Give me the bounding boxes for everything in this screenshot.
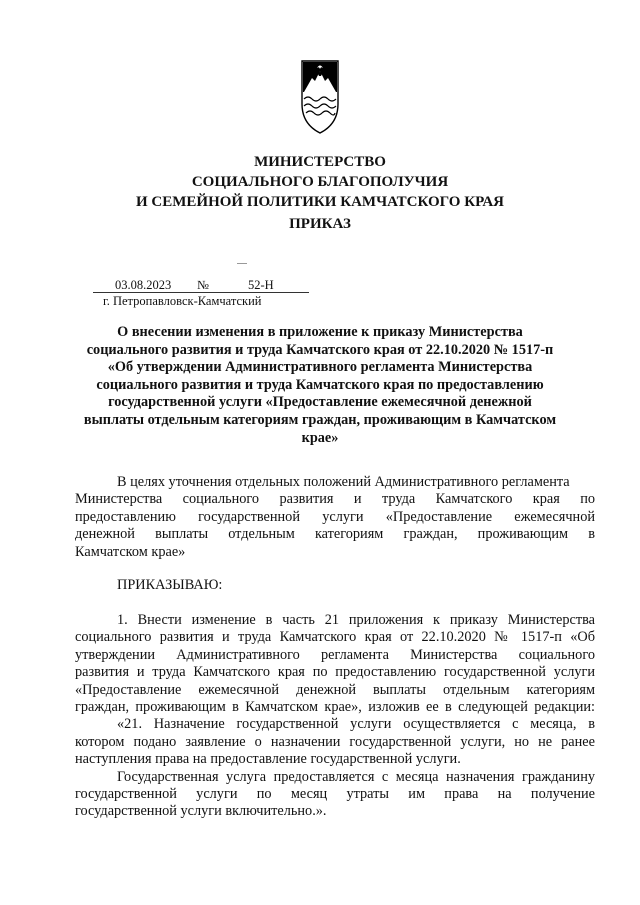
ministry-name — [0, 152, 640, 212]
clause-1 — [75, 612, 595, 821]
clause-line: утверждении Административного регламента Министерства социального — [75, 646, 595, 663]
clause-line: 1. Внести изменение в часть 21 приложения к приказу Министерства — [117, 612, 595, 628]
ministry-line-2: СОЦИАЛЬНОГО БЛАГОПОЛУЧИЯ — [191, 174, 449, 190]
subject-line: «Об утверждении Административного регламента Министерства — [107, 359, 533, 376]
subject-line: социального развития и труда Камчатского края от 22.10.2020 № 1517-п — [86, 341, 554, 358]
clause-line: развития и труда Камчатского края по предоставлению государственной услуги — [75, 664, 595, 681]
preamble-line: В целях уточнения отдельных положений Административного регламента — [117, 474, 570, 490]
subject-line: социального развития и труда Камчатского края по предоставлению — [96, 376, 544, 393]
subject-line: государственной услуги «Предоставление ежемесячной денежной — [108, 394, 532, 411]
subject-line: О внесении изменения в приложение к приказу Министерства — [117, 324, 523, 340]
preamble-line: Министерства социального развития и труда Камчатского края по — [75, 491, 595, 508]
preamble-line: Камчатском крае» — [75, 543, 186, 560]
subject-line: крае» — [301, 429, 339, 446]
order-subject — [75, 324, 565, 447]
order-directive: ПРИКАЗЫВАЮ: — [117, 577, 223, 593]
clause-line: котором подано заявление о назначении государственной услуги, но не ранее — [75, 733, 595, 750]
clause-line: государственной услуги включительно.». — [75, 803, 327, 820]
clause-line: государственной услуги по месяц утраты им права на получение — [75, 785, 595, 802]
clause-line: граждан, проживающим в Камчатском крае», изложив ее в следующей редакции: — [75, 698, 595, 715]
ministry-line-1: МИНИСТЕРСТВО — [254, 154, 386, 170]
clause-line: «Предоставление ежемесячной денежной выплаты отдельным категориям — [75, 681, 595, 698]
clause-line: социального развития и труда Камчатского края от 22.10.2020 № 1517-п «Об — [75, 629, 595, 646]
number-sign: № — [197, 278, 209, 292]
date-number-line — [93, 278, 309, 293]
order-date: 03.08.2023 — [115, 278, 172, 292]
document-type: ПРИКАЗ — [289, 216, 351, 232]
subject-line: выплаты отдельным категориям граждан, проживающим в Камчатском — [83, 411, 557, 428]
order-number: 52-Н — [248, 278, 274, 292]
preamble-line: предоставлению государственной услуги «Предоставление ежемесячной — [75, 508, 595, 525]
divider-mark — [237, 263, 247, 264]
kamchatka-coat-of-arms-icon — [299, 58, 341, 136]
clause-line: Государственная услуга предоставляется с месяца назначения гражданину — [117, 768, 595, 785]
clause-line: «21. Назначение государственной услуги осуществляется с месяца, в — [117, 716, 595, 733]
city-name: г. Петропавловск-Камчатский — [103, 294, 262, 308]
clause-line: наступления права на предоставление государственной услуги. — [75, 751, 461, 768]
preamble-line: денежной выплаты отдельным категориям граждан, проживающим в — [75, 526, 595, 543]
ministry-line-3: И СЕМЕЙНОЙ ПОЛИТИКИ КАМЧАТСКОГО КРАЯ — [135, 194, 504, 210]
preamble-paragraph — [75, 474, 595, 561]
